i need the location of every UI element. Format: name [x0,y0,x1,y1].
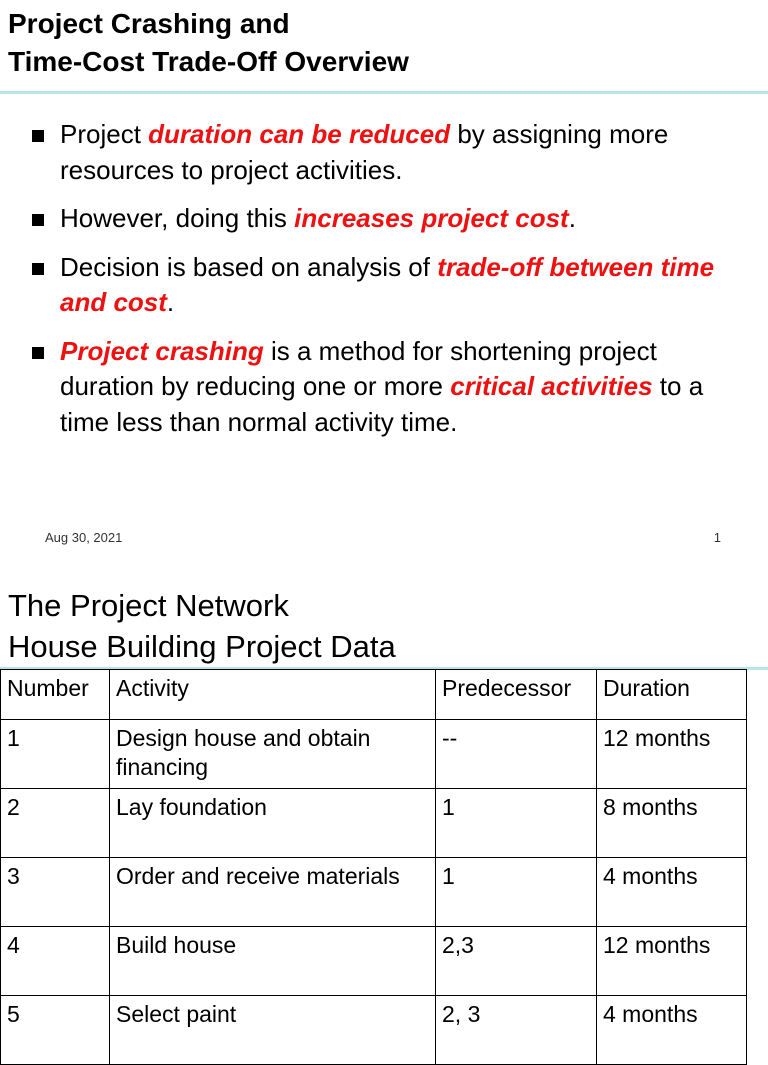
cell-number: 3 [1,858,110,927]
cell-predecessor: 2,3 [436,927,597,996]
table-header-row [1,670,747,720]
slide-2-title-line-2: House Building Project Data [8,629,396,664]
square-bullet-icon [32,347,44,359]
bullet-list [0,117,768,453]
emphasis-text: increases project cost [294,203,569,233]
slide-1-title-line-1: Project Crashing and [8,8,290,39]
header-duration: Duration [597,670,747,720]
table-row [1,858,747,927]
bullet-item [0,250,768,321]
emphasis-text: duration can be reduced [148,119,451,149]
header-predecessor: Predecessor [436,670,597,720]
bullet-text [60,119,668,185]
cell-predecessor: 1 [436,858,597,927]
bullet-text [60,203,576,233]
cell-number: 1 [1,720,110,789]
footer-page-number: 1 [713,530,721,545]
bullet-text-part: . [568,203,576,233]
bullet-item [0,201,768,237]
bullet-text-part: . [166,287,175,317]
bullet-text-part: Decision is based on analysis of [60,251,438,282]
cell-activity: Build house [110,927,436,996]
bullet-text [60,336,703,437]
slide-1-title [8,5,409,81]
bullet-item [0,117,768,188]
square-bullet-icon [32,214,44,226]
bullet-text-part: is a method for shortening project duration by reducing one or more [60,335,657,401]
cell-duration: 4 months [597,996,747,1065]
cell-duration: 12 months [597,720,747,789]
project-data-table [0,669,747,1065]
slide-2-title [8,585,396,667]
header-number: Number [1,670,110,720]
slide-1-title-line-2: Time-Cost Trade-Off Overview [8,46,409,77]
cell-activity: Design house and obtain financing [110,720,436,789]
table-row [1,996,747,1065]
square-bullet-icon [32,263,44,275]
square-bullet-icon [32,130,44,142]
cell-duration: 12 months [597,927,747,996]
cell-activity: Select paint [110,996,436,1065]
cell-duration: 4 months [597,858,747,927]
cell-activity: Order and receive materials [110,858,436,927]
table-row [1,720,747,789]
cell-predecessor: 1 [436,789,597,858]
cell-number: 2 [1,789,110,858]
emphasis-text: Project crashing [60,335,264,366]
title-divider [0,91,768,94]
bullet-text-part: Project [60,119,149,149]
header-activity: Activity [110,670,436,720]
cell-duration: 8 months [597,789,747,858]
table-row [1,789,747,858]
bullet-text [60,252,714,318]
emphasis-text: critical activities [450,371,653,401]
bullet-text-part: by assigning more resources to project activities. [60,119,669,185]
bullet-text-part: However, doing this [60,203,295,233]
cell-predecessor: -- [436,720,597,789]
bullet-text-part: to a time less than normal activity time. [60,371,704,437]
emphasis-text: trade-off between time and cost [60,251,715,317]
cell-activity: Lay foundation [110,789,436,858]
footer-date: Aug 30, 2021 [45,530,123,545]
bullet-item [0,334,768,441]
cell-predecessor: 2, 3 [436,996,597,1065]
cell-number: 5 [1,996,110,1065]
cell-number: 4 [1,927,110,996]
table-row [1,927,747,996]
slide-2-title-line-1: The Project Network [8,588,289,623]
slide-2 [0,565,768,1027]
